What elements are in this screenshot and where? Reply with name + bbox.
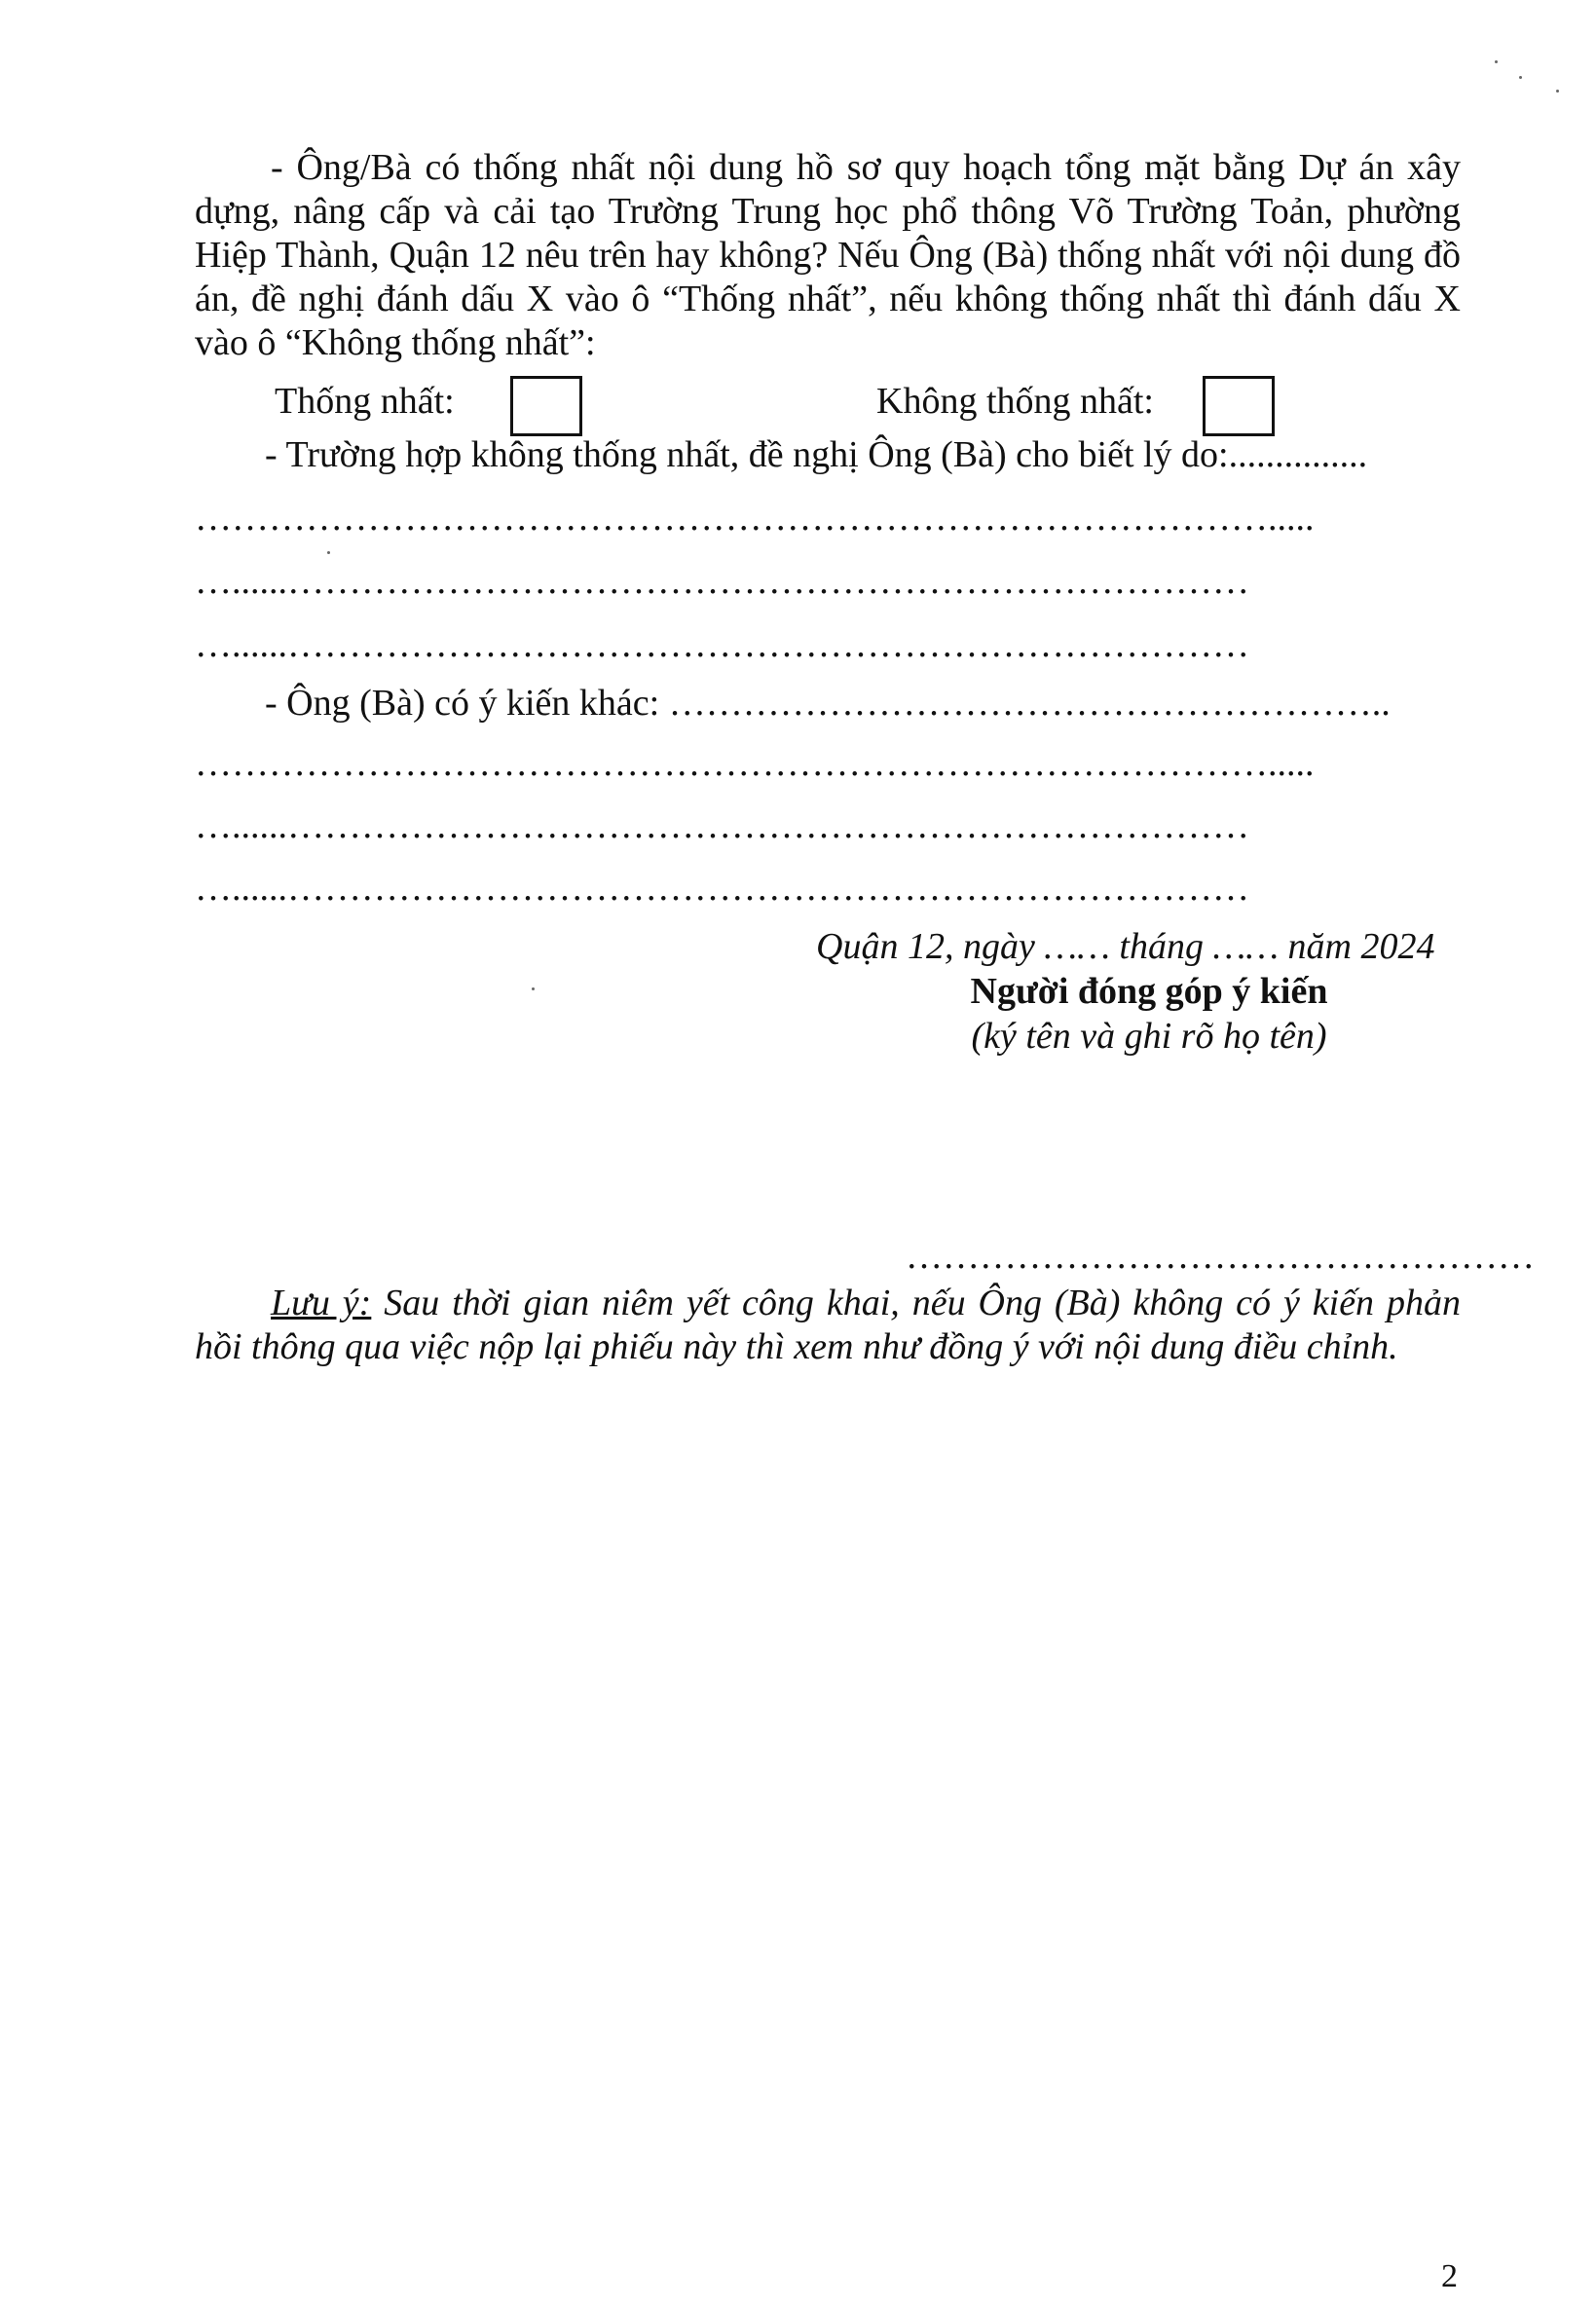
note-label: Lưu ý: (271, 1283, 372, 1323)
disagree-checkbox[interactable] (1203, 376, 1275, 436)
signer-title: Người đóng góp ý kiến (970, 971, 1328, 1012)
reason-line-1[interactable]: ……………………………………………………………………………..... (195, 498, 1315, 539)
agree-label: Thống nhất: (275, 381, 455, 422)
signer-note: (ký tên và ghi rõ họ tên) (971, 1016, 1327, 1057)
date-line: Quận 12, ngày …… tháng …… năm 2024 (816, 926, 1435, 967)
scan-speck (1556, 90, 1559, 93)
note-paragraph (195, 1282, 1461, 1369)
disagree-label: Không thống nhất: (876, 381, 1154, 422)
other-line-2[interactable]: …......…………………………………………………………………… (195, 805, 1249, 846)
other-opinion-prompt: - Ông (Bà) có ý kiến khác: ………………………………………………….. (265, 683, 1391, 724)
scan-speck (1519, 76, 1522, 79)
scan-speck (1495, 60, 1498, 63)
reason-line-2[interactable]: …......…………………………………………………………………… (195, 561, 1249, 602)
agree-checkbox[interactable] (510, 376, 582, 436)
reason-line-3[interactable]: …......…………………………………………………………………… (195, 624, 1249, 665)
question-paragraph: - Ông/Bà có thống nhất nội dung hồ sơ quy hoạch tổng mặt bằng Dự án xây dựng, nâng cấp và cải tạo Trường Trung học phổ thông Võ Trường Toản, phường Hiệp Thành, Quận 12 nêu trên hay không? Nếu Ông (Bà) thống nhất với nội dung đồ án, đề nghị đánh dấu X vào ô “Thống nhất”, nếu không thống nhất thì đánh dấu X vào ô “Không thống nhất”: (195, 147, 1461, 363)
signature-line[interactable]: …………………………………………… (906, 1236, 1535, 1277)
scan-speck (532, 987, 535, 990)
reason-prompt: - Trường hợp không thống nhất, đề nghị Ông (Bà) cho biết lý do:............... (265, 434, 1368, 475)
note-text: Sau thời gian niêm yết công khai, nếu Ông (Bà) không có ý kiến phản hồi thông qua việc nộp lại phiếu này thì xem như đồng ý với nội dung điều chỉnh. (195, 1283, 1461, 1367)
other-line-3[interactable]: …......…………………………………………………………………… (195, 868, 1249, 909)
scan-speck (327, 551, 330, 554)
page-number: 2 (1441, 2258, 1458, 2294)
other-line-1[interactable]: ……………………………………………………………………………..... (195, 743, 1315, 784)
